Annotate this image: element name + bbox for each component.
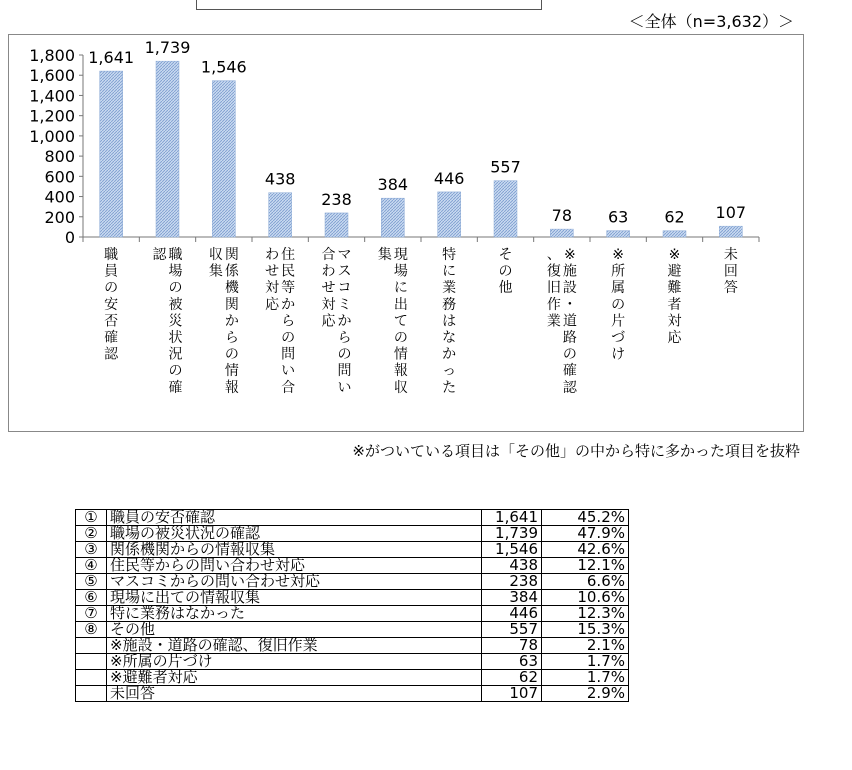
bar-value-label: 557: [490, 157, 521, 177]
y-tick-label: 0: [64, 228, 75, 247]
footnote: ※がついている項目は「その他」の中から特に多かった項目を抜粋: [352, 442, 800, 460]
x-category-char: 業: [442, 280, 457, 297]
x-category-char: の: [611, 296, 626, 313]
x-category-char: の: [337, 346, 352, 363]
x-category-char: か: [442, 346, 457, 363]
x-category-char: そ: [498, 247, 513, 263]
bar-5: [325, 213, 348, 237]
row-percentage: 12.3%: [542, 606, 629, 622]
row-label: 職場の被災状況の確認: [107, 526, 482, 542]
x-category-char: 等: [281, 280, 296, 297]
bar-chart: [9, 35, 803, 431]
row-label: ※避難者対応: [107, 670, 482, 686]
y-tick-label: 200: [44, 207, 75, 227]
row-count: 63: [482, 654, 542, 670]
x-category-char: ら: [224, 330, 239, 346]
row-label: 職員の安否確認: [107, 510, 482, 526]
row-percentage: 2.9%: [542, 686, 629, 702]
y-tick-label: 1,600: [29, 66, 75, 86]
x-category-char: 未: [723, 247, 738, 263]
x-category-char: 否: [104, 313, 119, 330]
chart-title: [301, 0, 436, 1]
bar-4: [269, 193, 292, 237]
bar-value-label: 78: [551, 206, 573, 226]
x-category-char: 合: [281, 379, 296, 396]
x-category-char: 難: [667, 280, 682, 297]
x-category-char: ※: [612, 247, 625, 263]
bar-2: [156, 61, 179, 237]
x-category-char: 集: [208, 263, 223, 280]
x-category-char: 住: [281, 247, 296, 263]
x-category-char: 報: [393, 363, 408, 380]
x-category-char: 道: [562, 313, 577, 330]
x-category-char: 出: [393, 296, 408, 313]
row-number: ③: [76, 542, 107, 558]
x-category-char: 業: [546, 313, 561, 330]
row-percentage: 12.1%: [542, 558, 629, 574]
x-category-char: 機: [224, 280, 239, 297]
x-category-char: か: [337, 313, 352, 330]
x-category-char: 避: [667, 263, 682, 280]
x-category-label: [104, 247, 119, 363]
x-category-char: 認: [152, 247, 167, 263]
x-category-char: の: [393, 330, 408, 346]
x-category-char: 収: [393, 379, 408, 396]
bar-11: [663, 231, 686, 237]
bar-8: [494, 181, 517, 237]
chart-title-box: [196, 0, 542, 10]
x-category-char: ・: [562, 296, 577, 313]
x-category-char: 特: [442, 247, 457, 263]
x-category-label: [153, 247, 183, 396]
row-percentage: 45.2%: [542, 510, 629, 526]
x-category-char: せ: [321, 280, 336, 297]
x-category-label: [611, 247, 625, 363]
row-number: ①: [76, 510, 107, 526]
x-category-char: 属: [611, 280, 626, 297]
row-label: 未回答: [107, 686, 482, 702]
x-category-label: [322, 247, 352, 396]
x-category-char: け: [611, 346, 626, 363]
bar-value-label: 384: [377, 175, 409, 195]
x-category-char: 報: [224, 379, 239, 396]
row-number: ④: [76, 558, 107, 574]
x-category-char: な: [442, 330, 457, 346]
x-category-char: 他: [498, 280, 513, 297]
x-category-char: 関: [224, 296, 239, 313]
x-category-label: [209, 247, 240, 396]
bar-3: [212, 81, 235, 237]
table-row: [76, 670, 629, 686]
x-category-char: の: [168, 280, 183, 297]
bar-value-label: 1,739: [144, 38, 191, 58]
x-category-char: か: [224, 313, 239, 330]
bar-value-label: 1,546: [200, 57, 247, 77]
x-category-char: 情: [224, 363, 239, 380]
row-count: 1,546: [482, 542, 542, 558]
x-category-char: 場: [393, 263, 408, 280]
x-category-char: の: [168, 363, 183, 380]
x-category-char: は: [442, 313, 457, 330]
x-category-char: い: [281, 363, 296, 380]
row-number: ⑥: [76, 590, 107, 606]
x-category-char: 災: [168, 313, 183, 330]
x-category-label: [668, 247, 683, 346]
row-label: 関係機関からの情報収集: [107, 542, 482, 558]
row-count: 384: [482, 590, 542, 606]
row-label: 現場に出ての情報収集: [107, 590, 482, 606]
x-category-char: せ: [265, 263, 280, 280]
row-number: [76, 654, 107, 670]
x-category-char: の: [281, 330, 296, 346]
y-tick-label: 800: [44, 147, 75, 167]
x-category-label: [265, 247, 295, 396]
x-category-label: [442, 246, 456, 396]
x-category-char: 対: [667, 313, 682, 330]
x-category-char: 問: [337, 363, 352, 380]
row-count: 78: [482, 638, 542, 654]
x-category-char: 対: [321, 296, 336, 313]
bar-12: [719, 226, 742, 237]
y-tick-label: 1,800: [29, 46, 75, 65]
sample-size-label: ＜全体（n=3,632）＞: [628, 12, 794, 31]
row-count: 62: [482, 670, 542, 686]
x-category-char: 係: [224, 263, 239, 280]
x-category-char: の: [104, 280, 119, 297]
row-percentage: 10.6%: [542, 590, 629, 606]
x-category-char: 状: [168, 330, 183, 346]
x-category-char: の: [498, 263, 513, 280]
x-category-char: 者: [667, 296, 682, 313]
x-category-char: 民: [281, 263, 296, 280]
x-category-char: ら: [281, 313, 296, 330]
bar-6: [381, 198, 404, 237]
x-category-char: 対: [265, 280, 280, 297]
x-category-char: 応: [667, 330, 682, 346]
x-category-char: に: [442, 263, 457, 280]
x-category-char: コ: [337, 280, 352, 297]
row-percentage: 6.6%: [542, 574, 629, 590]
x-category-char: 認: [104, 346, 119, 363]
row-number: ⑦: [76, 606, 107, 622]
y-tick-label: 1,200: [29, 106, 75, 126]
x-category-label: [547, 247, 578, 396]
bar-10: [607, 231, 630, 237]
x-category-char: 、: [546, 247, 561, 263]
bar-value-label: 446: [433, 168, 465, 188]
x-category-char: 況: [168, 346, 183, 363]
bar-value-label: 107: [715, 203, 747, 223]
x-category-char: 旧: [546, 280, 561, 297]
bar-value-label: 1,641: [88, 48, 135, 68]
x-category-char: 施: [562, 263, 577, 280]
row-number: [76, 686, 107, 702]
row-label: 特に業務はなかった: [107, 606, 482, 622]
bar-chart-frame: [8, 34, 804, 432]
x-category-char: わ: [321, 263, 336, 280]
x-category-char: て: [393, 313, 408, 330]
x-category-char: の: [224, 346, 239, 363]
bar-value-label: 238: [321, 189, 352, 209]
x-category-char: ミ: [337, 296, 352, 313]
row-count: 238: [482, 574, 542, 590]
x-category-char: ※: [563, 247, 576, 263]
row-count: 1,641: [482, 510, 542, 526]
x-category-char: わ: [265, 247, 280, 263]
row-count: 557: [482, 622, 542, 638]
row-count: 107: [482, 686, 542, 702]
bar-value-label: 62: [664, 207, 685, 227]
x-category-char: づ: [611, 330, 626, 346]
bar-7: [438, 192, 461, 237]
x-category-char: 問: [281, 346, 296, 363]
x-category-label: [499, 247, 513, 296]
row-number: ⑧: [76, 622, 107, 638]
row-percentage: 47.9%: [542, 526, 629, 542]
x-category-char: 収: [208, 247, 223, 263]
x-category-char: 復: [546, 263, 561, 280]
y-tick-label: 600: [44, 167, 75, 187]
x-category-char: 答: [723, 280, 738, 297]
x-category-char: 確: [562, 363, 577, 380]
x-category-char: マ: [337, 247, 352, 263]
row-count: 446: [482, 606, 542, 622]
bar-value-label: 438: [264, 169, 296, 189]
x-category-char: ス: [337, 263, 352, 280]
row-number: ⑤: [76, 574, 107, 590]
x-category-char: の: [562, 346, 577, 363]
x-category-char: 集: [377, 247, 392, 263]
row-count: 1,739: [482, 526, 542, 542]
y-tick-label: 400: [44, 187, 75, 207]
x-category-char: 合: [321, 247, 336, 263]
x-category-char: 場: [168, 263, 183, 280]
x-category-char: 関: [224, 247, 239, 263]
row-number: [76, 638, 107, 654]
row-percentage: 2.1%: [542, 638, 629, 654]
row-label: マスコミからの問い合わせ対応: [107, 574, 482, 590]
x-category-char: ※: [668, 247, 681, 263]
x-category-char: 情: [393, 346, 408, 363]
row-label: 住民等からの問い合わせ対応: [107, 558, 482, 574]
bar-value-label: 63: [607, 207, 629, 227]
row-label: ※施設・道路の確認、復旧作業: [107, 638, 482, 654]
y-tick-label: 1,400: [29, 86, 75, 106]
row-number: [76, 670, 107, 686]
y-tick-label: 1,000: [29, 126, 75, 146]
x-category-char: 確: [168, 379, 183, 396]
row-percentage: 1.7%: [542, 670, 629, 686]
bar-9: [550, 229, 573, 237]
x-category-char: に: [393, 280, 408, 297]
x-category-char: 現: [393, 247, 408, 263]
x-category-char: 回: [723, 263, 738, 280]
row-percentage: 1.7%: [542, 654, 629, 670]
row-count: 438: [482, 558, 542, 574]
x-category-char: 務: [442, 296, 457, 313]
x-category-char: 片: [611, 313, 626, 330]
row-number: ②: [76, 526, 107, 542]
x-category-label: [724, 246, 738, 296]
x-category-char: 被: [168, 296, 183, 313]
x-category-char: 設: [562, 280, 577, 297]
x-category-char: ら: [337, 330, 352, 346]
x-category-char: っ: [442, 363, 457, 380]
x-category-char: 応: [265, 296, 280, 313]
row-percentage: 15.3%: [542, 622, 629, 638]
x-category-char: 員: [104, 263, 119, 280]
x-category-char: 作: [546, 296, 561, 313]
x-category-label: [378, 246, 408, 396]
row-label: ※所属の片づけ: [107, 654, 482, 670]
bar-1: [100, 71, 123, 237]
table-row: [76, 606, 629, 622]
x-category-char: か: [281, 296, 296, 313]
x-category-char: 安: [104, 296, 119, 313]
x-category-char: 職: [104, 247, 119, 263]
x-category-char: 職: [168, 247, 183, 263]
x-category-char: い: [337, 379, 352, 396]
x-category-char: 確: [104, 330, 119, 346]
x-category-char: 路: [562, 330, 577, 346]
x-category-char: た: [442, 379, 457, 396]
table-row: [76, 686, 629, 702]
x-category-char: 認: [562, 379, 577, 396]
x-category-char: 所: [611, 263, 626, 280]
row-label: その他: [107, 622, 482, 638]
summary-table: [75, 509, 629, 702]
x-category-char: 応: [321, 313, 336, 330]
row-percentage: 42.6%: [542, 542, 629, 558]
